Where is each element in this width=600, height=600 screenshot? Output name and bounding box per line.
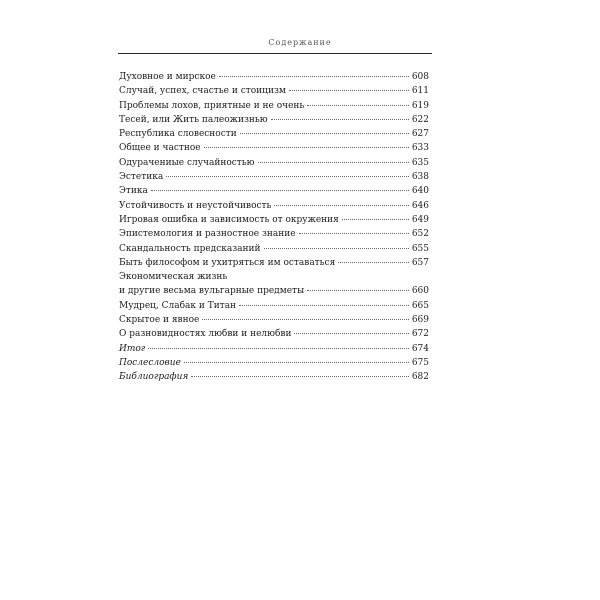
toc-entry-title: Скрытое и явное <box>119 315 200 326</box>
dot-leader <box>202 319 408 320</box>
toc-entry-page-number: 649 <box>411 214 429 225</box>
dot-leader <box>166 176 409 177</box>
toc-entry-title: Тесей, или Жить палеожизнью <box>119 114 268 125</box>
toc-entry <box>119 141 429 155</box>
toc-entry-title: Этика <box>119 186 148 197</box>
table-of-contents <box>119 70 429 385</box>
toc-entry <box>119 356 429 370</box>
toc-entry-title: Быть философом и ухитряться им оставаться <box>119 257 336 268</box>
toc-entry-page-number: 608 <box>411 72 429 82</box>
dot-leader <box>219 76 409 77</box>
toc-entry <box>119 242 429 256</box>
dot-leader <box>240 133 409 134</box>
dot-leader <box>239 305 409 306</box>
toc-entry-title: и другие весьма вульгарные предметы <box>119 286 305 297</box>
toc-entry-title: Библиография <box>119 372 189 383</box>
toc-entry-page-number: 652 <box>411 229 429 240</box>
toc-entry-title: Мудрец, Слабак и Титан <box>119 300 237 311</box>
toc-entry-title: Итог <box>119 343 146 354</box>
toc-entry <box>119 84 429 98</box>
toc-entry-title: Игровая ошибка и зависимость от окружения <box>119 214 339 225</box>
dot-leader <box>342 219 409 220</box>
toc-entry-title: О разновидностях любви и нелюбви <box>119 329 292 340</box>
toc-entry-page-number: 646 <box>411 200 429 211</box>
dot-leader <box>264 248 409 249</box>
toc-entry-page-number: 665 <box>411 300 429 311</box>
toc-entry-page-number: 660 <box>411 286 429 297</box>
dot-leader <box>307 290 409 291</box>
dot-leader <box>307 105 408 106</box>
toc-entry-title: Эстетика <box>119 172 164 183</box>
toc-entry-title: Послесловие <box>119 357 181 368</box>
toc-entry-title: Устойчивость и неустойчивость <box>119 200 272 211</box>
toc-entry <box>119 113 429 127</box>
toc-entry <box>119 184 429 198</box>
toc-entry <box>119 70 429 84</box>
toc-entry <box>119 213 429 227</box>
toc-entry <box>119 127 429 141</box>
toc-entry-page-number: 675 <box>411 357 429 368</box>
toc-entry <box>119 313 429 327</box>
dot-leader <box>204 147 409 148</box>
toc-entry-page-number: 672 <box>411 329 429 340</box>
toc-entry <box>119 327 429 341</box>
toc-entry-page-number: 657 <box>411 257 429 268</box>
toc-entry-page-number: 635 <box>411 157 429 168</box>
toc-entry-title: Духовное и мирское <box>119 72 216 82</box>
toc-entry-title: Одурачениые случайностью <box>119 157 255 168</box>
toc-entry <box>119 156 429 170</box>
toc-entry-page-number: 682 <box>411 372 429 383</box>
dot-leader <box>294 333 408 334</box>
toc-entry-page-number: 627 <box>411 129 429 140</box>
toc-entry <box>119 199 429 213</box>
toc-entry <box>119 170 429 184</box>
toc-entry-title: Эпистемология и разностное знание <box>119 229 296 240</box>
toc-entry-title: Республика словесности <box>119 129 237 140</box>
toc-entry <box>119 227 429 241</box>
dot-leader <box>184 362 409 363</box>
toc-entry-page-number: 638 <box>411 172 429 183</box>
header-rule <box>118 53 432 54</box>
dot-leader <box>191 376 408 377</box>
toc-entry <box>119 342 429 356</box>
toc-entry-page-number: 619 <box>411 100 429 111</box>
dot-leader <box>151 190 409 191</box>
dot-leader <box>338 262 409 263</box>
toc-entry-page-number: 640 <box>411 186 429 197</box>
toc-entry-page-number: 622 <box>411 114 429 125</box>
toc-entry <box>119 99 429 113</box>
dot-leader <box>148 348 408 349</box>
dot-leader <box>271 119 409 120</box>
toc-entry-page-number: 674 <box>411 343 429 354</box>
dot-leader <box>289 90 409 91</box>
dot-leader <box>258 162 409 163</box>
toc-entry-page-number: 655 <box>411 243 429 254</box>
toc-entry-page-number: 633 <box>411 143 429 154</box>
toc-entry <box>119 299 429 313</box>
toc-entry-title: Проблемы лохов, приятные и не очень <box>119 100 305 111</box>
toc-entry <box>119 284 429 298</box>
toc-entry-page-number: 611 <box>411 86 429 97</box>
toc-entry <box>119 256 429 270</box>
toc-entry-page-number: 669 <box>411 315 429 326</box>
toc-entry-title: Скандальность предсказаний <box>119 243 261 254</box>
dot-leader <box>299 233 409 234</box>
toc-entry <box>119 270 429 284</box>
running-head-title: Содержание <box>268 38 332 47</box>
toc-entry-title: Общее и частное <box>119 143 201 154</box>
toc-entry <box>119 370 429 384</box>
toc-entry-title: Экономическая жизнь <box>119 272 228 283</box>
toc-entry-title: Случай, успех, счастье и стоицизм <box>119 86 286 97</box>
dot-leader <box>274 205 408 206</box>
